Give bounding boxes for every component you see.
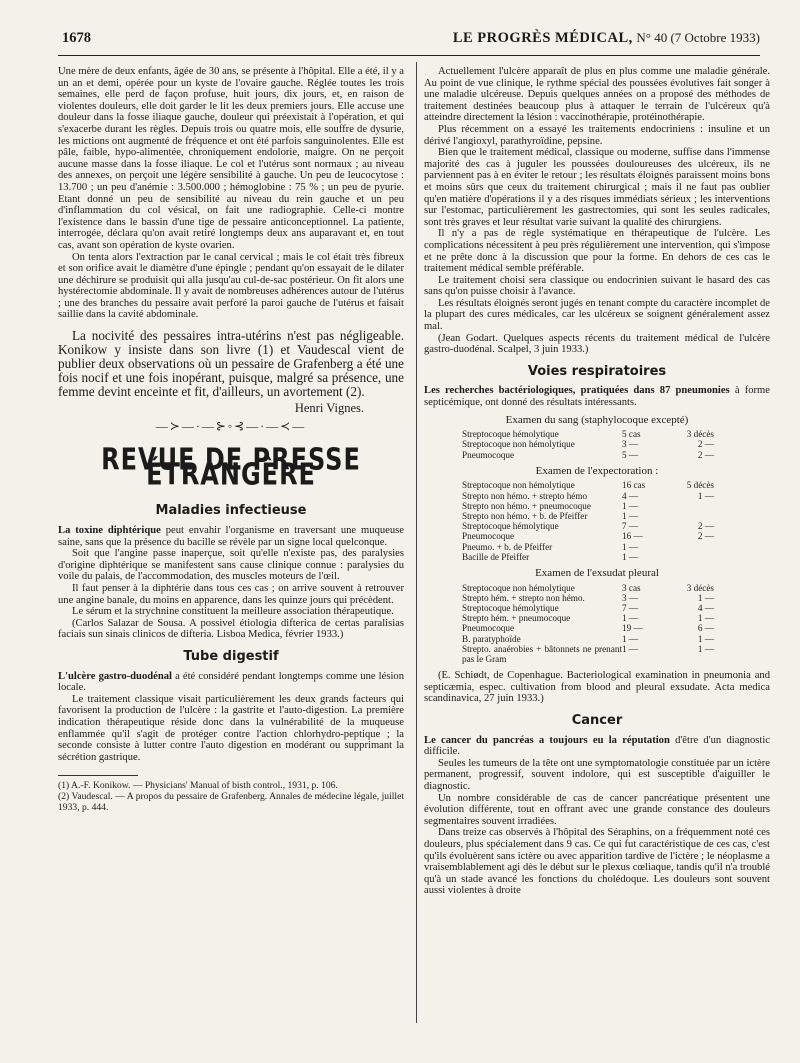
diph-reference: (Carlos Salazar de Sousa. A possivel étiologia difterica de certas paralisias faciais sun sinais clinicos de difteria. Lisboa Medica, février 1933.)	[58, 617, 404, 641]
header-rule	[58, 55, 760, 56]
deaths-cell	[664, 542, 714, 552]
germ-cell: Pneumo. + b. de Pfeiffer	[462, 541, 553, 552]
bact-rest: à forme septicémique, ont donné des résultats intéressants.	[424, 385, 770, 409]
left-column	[58, 66, 404, 813]
deaths-cell: 6 —	[697, 623, 714, 634]
case-paragraph-1: Une mère de deux enfants, âgée de 30 ans, se présente à l'hôpital. Elle a été, il y a un an et demi, opérée pour un kyste de l'ovaire gauche. Réglée toutes les trois semaines, elle perd de façon profuse, huit jours, dix jours, et, en raison de violentes douleurs, elle doit garder le lit les deux premiers jours. Elle accuse une douleur dans la fosse iliaque gauche, douleur qui préexistait à l'opération, et qui s'exacerbe durant les règles. Depuis trois ou quatre mois, elle souffre de dysurie, les mictions ont augmenté de fréquence et ont été parfois sanguinolentes. Elle est pâle, faible, hypo-alimentée, chroniquement endolorie, maigre. On ne perçoit aucune masse dans la fosse iliaque. Le col et l'utérus sont normaux ; au niveau des annexes, on perçoit une légère sensibilité à gauche. Un peu de leucocytose : 13.700 ; un peu d'anémie : 3.500.000 ; hémoglobine : 75 % ; un peu de pyurie. Etant donné un peu de sensibilité au niveau du rein gauche et un peu d'inflammation du col vésical, on fait une radiographie. Celle-ci montre l'existence dans le bassin d'une tige de pessaire anticonceptionnel. La patiente, interrogée, déclara qu'on avait retiré longtemps deux ans auparavant et, en tout cas, avant son opération de kyste ovarien.	[58, 66, 404, 251]
table-row	[462, 623, 714, 633]
page-header	[62, 30, 760, 52]
germ-cell: Strepto non hémo. + strepto hémo	[462, 490, 588, 501]
germ-cell: Strepto non hémo. + pneumocoque	[462, 500, 591, 511]
cases-cell: 3 cas	[622, 582, 641, 593]
cancer-paragraph-2: Un nombre considérable de cas de cancer pancréatique présentent une évolution différente, tout en offrant avec une grande constance des douleurs segmentaires souvent irradiées.	[424, 792, 770, 827]
ulcere-cont-3: Bien que le traitement médical, classique ou moderne, suffise dans l'immense majorité des cas à juguler les poussées douloureuses des ulcéreux, ils ne parviennent pas à en éviter le retour ; les résultats éloignés paraissent moins bons et moins sûrs que ceux du traitement chirurgical ; mais il ne faut pas oublier qu'en matière d'opérations il y a des risques immédiats sérieux ; les interventions sur l'estomac, particulièrement les gastrectomies, qui sont les seules radicales, sont très graves et leur résultat varie suivant la qualité des chirurgiens.	[424, 147, 770, 228]
diph-paragraph-4: Le sérum et la strychnine constituent la meilleure association thérapeutique.	[72, 606, 394, 618]
cancer-intro	[424, 735, 770, 758]
cases-cell: 1 —	[622, 541, 639, 552]
ornament-divider: —≻—·—⊱◦⊰—·—≺—	[155, 418, 307, 433]
deaths-cell: 1 —	[697, 643, 714, 654]
deaths-cell	[664, 552, 714, 562]
cases-cell: 16 cas	[622, 480, 646, 491]
table2-caption: Examen de l'expectoration :	[535, 464, 659, 477]
germ-cell: Strepto. anaérobies + bâtonnets ne prenant pas le Gram	[462, 643, 622, 665]
cases-cell: 5 —	[622, 449, 639, 460]
table-row	[462, 450, 714, 460]
table-row	[462, 429, 714, 439]
table-row	[462, 542, 714, 552]
germ-cell: Streptocoque hémolytique	[462, 603, 559, 614]
bact-lead: Les recherches bactériologiques, pratiquées dans 87 pneumonies	[424, 385, 730, 397]
germ-cell: Streptocoque hémolytique	[462, 429, 559, 440]
table-row	[462, 501, 714, 511]
cases-cell: 3 —	[622, 439, 639, 450]
cases-cell: 19 —	[622, 623, 643, 634]
deaths-cell: 2 —	[697, 531, 714, 542]
issue-info: N° 40 (7 Octobre 1933)	[636, 30, 760, 45]
diph-paragraph-2: Soit que l'angine passe inaperçue, soit qu'elle n'existe pas, des paralysies d'origine diphtérique se manifestent sans cause clinique connue : paralysies du voile du palais, de l'accommodation, des muscles moteurs de l'œil.	[58, 548, 404, 583]
cancer-paragraph-1: Seules les tumeurs de la tête ont une symptomatologie constituée par un ictère permanent, progressif, souvent indolore, qui est susceptible d'aiguiller le diagnostic.	[424, 757, 770, 793]
deaths-cell	[664, 501, 714, 511]
heading-tube: Tube digestif	[183, 648, 279, 664]
cases-cell: 5 cas	[622, 429, 641, 440]
diph-paragraph-3: Il faut penser à la diphtérie dans tous ces cas ; on arrive souvent à retrouver une angine banale, du moins en apparence, dans les quinze jours qui précèdent.	[58, 583, 404, 606]
bact-intro	[424, 385, 770, 408]
cases-cell: 1 —	[622, 613, 639, 624]
cases-cell: 1 —	[622, 643, 639, 654]
footnote-rule	[58, 775, 138, 776]
table-row	[462, 603, 714, 613]
table-expectoration	[462, 480, 714, 562]
table-sang	[462, 429, 714, 460]
deaths-cell: 3 décès	[686, 429, 714, 440]
diph-paragraph-1	[58, 525, 404, 548]
germ-cell: Pneumocoque	[462, 449, 515, 460]
cases-cell: 1 —	[622, 633, 639, 644]
cancer-rest: d'être d'un diagnostic difficile.	[424, 734, 770, 758]
table-row	[462, 480, 714, 490]
cases-cell: 1 —	[622, 511, 639, 522]
table-row	[462, 521, 714, 531]
deaths-cell: 2 —	[697, 449, 714, 460]
germ-cell: Pneumocoque	[462, 531, 515, 542]
cases-cell: 1 —	[622, 500, 639, 511]
table-row	[462, 634, 714, 644]
ulcere-cont-4: Il n'y a pas de règle systématique en thérapeutique de l'ulcère. Les complications nécessitent à peu près régulièrement une intervention, qui s'impose et ne prête donc à la discussion que pour la forme. En dehors de ces cas le traitement médical semble préférable.	[424, 228, 770, 275]
column-separator	[416, 62, 417, 1023]
table-row	[462, 511, 714, 521]
ulcere-intro: a été considéré pendant longtemps comme une lésion locale.	[58, 670, 404, 694]
heading-voies: Voies respiratoires	[527, 363, 667, 379]
table3-caption: Examen de l'exsudat pleural	[535, 567, 659, 580]
ulcere-cont-6: Les résultats éloignés seront jugés en tenant compte du caractère incomplet de la plupart des cures médicales, car les ulcéreux se soignent généralement assez mal.	[424, 297, 770, 333]
germ-cell: Bacille de Pfeiffer	[462, 551, 530, 562]
ulcere-paragraph-1	[58, 671, 404, 694]
footnote-2: (2) Vaudescal. — A propos du pessaire de Grafenberg. Annales de médecine légale, juillet 1933, p. 444.	[58, 791, 404, 814]
ulcere-cont-1: Actuellement l'ulcère apparaît de plus en plus comme une maladie générale. Au point de vue clinique, le rythme spécial des poussées évolutives fait songer à une maladie ulcéreuse. Depuis quelques années on a proposé des méthodes de traitement destinées beaucoup plus à attaquer le terrain de l'ulcéreux qu'à atteindre directement la lésion : vaccinothérapie, protéinothérapie.	[424, 66, 770, 124]
deaths-cell: 2 —	[697, 521, 714, 532]
table-row	[462, 613, 714, 623]
diph-lead: La toxine diphtérique	[58, 525, 161, 537]
cases-cell: 7 —	[622, 521, 639, 532]
right-column	[424, 66, 770, 897]
table1-caption: Examen du sang (staphylocoque excepté)	[505, 413, 689, 426]
ulcere-cont-2: Plus récemment on a essayé les traitements endocriniens : insuline et un dérivé l'angioxyl, parathyroïdine, pepsine.	[424, 123, 770, 147]
deaths-cell: 1 —	[697, 490, 714, 501]
diph-intro: peut envahir l'organisme en traversant une muqueuse saine, sans que la présence du bacille se révèle par un signe local quelconque.	[58, 525, 404, 548]
case-paragraph-2: On tenta alors l'extraction par le canal cervical ; mais le col était très fibreux et son orifice avait le diamètre d'une épingle ; pendant qu'on essayait de le dilater une déchirure se produisit qui alla jusqu'au cul-de-sac postérieur. On fit alors une hystérectomie abdominale. Il y avait de nombreuses adhérences autour de l'utérus ; une des branches du pessaire avait perforé la paroi gauche de l'utérus et faisait saillie dans la cavité abdominale.	[58, 251, 404, 321]
ulcere-lead: L'ulcère gastro-duodénal	[58, 670, 172, 682]
germ-cell: Pneumocoque	[462, 623, 515, 634]
germ-cell: Streptocoque non hémolytique	[462, 439, 575, 450]
cases-cell: 7 —	[622, 603, 639, 614]
germ-cell: B. paratyphoïde	[462, 633, 521, 644]
cases-cell: 16 —	[622, 531, 643, 542]
ulcere-reference: (Jean Godart. Quelques aspects récents du traitement médical de l'ulcère gastro-duodénal. Scalpel, 3 juin 1933.)	[424, 332, 770, 356]
page-number: 1678	[62, 30, 91, 46]
germ-cell: Strepto hém. + strepto non hémo.	[462, 592, 585, 603]
bact-reference: (E. Schiødt, de Copenhague. Bacteriological examination in pneumonia and septicæmia, espec. cultivation from blood and pleural exsudate. Acta medica scandinavica, 27 juin 1933.)	[424, 670, 770, 705]
table-row	[462, 552, 714, 562]
deaths-cell: 1 —	[697, 613, 714, 624]
table-row	[462, 644, 714, 664]
deaths-cell	[664, 511, 714, 521]
table-row	[462, 491, 714, 501]
heading-maladies: Maladies infectieuse	[155, 503, 307, 519]
ulcere-cont-5: Le traitement choisi sera classique ou endocrinien suivant le hasard des cas sans qu'on puisse choisir à l'avance.	[424, 274, 770, 298]
footnote-1: (1) A.-F. Konikow. — Physicians' Manual of bisth control., 1931, p. 106.	[58, 780, 338, 792]
cancer-paragraph-3: Dans treize cas observés à l'hôpital des Séraphins, on a fréquemment noté ces douleurs, plus spécialement dans 9 cas. Ce qui fut caractéristique de ces cas, c'est qu'ils évoluèrent sans ictère ou avec apparition tardive de l'ictère ; le néoplasme a vraisemblablement agi dès le début sur le plexus cœliaque, tandis qu'il n'a troublé qu'à un stade avancé les fonctions du cholédoque. Les douleurs sont souvent aussi violentes à droite	[424, 827, 770, 897]
closing-paragraph: La nocivité des pessaires intra-utérins n'est pas négligeable. Konikow y insiste dans son livre (1) et Vaudescal vient de publier deux observations où un pessaire de Grafenberg a été une fois nocif et une fois inopérant, puisque, malgré sa présence, une femme devint enceinte et fit, d'ailleurs, un avortement (2).	[58, 328, 404, 400]
deaths-cell: 3 décès	[686, 582, 714, 593]
deaths-cell: 2 —	[697, 439, 714, 450]
deaths-cell: 5 décès	[686, 480, 714, 491]
cases-cell: 1 —	[622, 551, 639, 562]
cases-cell: 4 —	[622, 490, 639, 501]
table-row	[462, 593, 714, 603]
table-exsudat	[462, 583, 714, 665]
germ-cell: Strepto hém. + pneumocoque	[462, 613, 571, 624]
cancer-lead: Le cancer du pancréas a toujours eu la réputation	[424, 734, 670, 746]
cases-cell: 3 —	[622, 592, 639, 603]
germ-cell: Streptocoque hémolytique	[462, 521, 559, 532]
table-row	[462, 439, 714, 449]
deaths-cell: 1 —	[697, 592, 714, 603]
table-row	[462, 531, 714, 541]
deaths-cell: 1 —	[697, 633, 714, 644]
germ-cell: Streptocoque non hémolytique	[462, 480, 575, 491]
table-row	[462, 583, 714, 593]
author-signature: Henri Vignes.	[294, 401, 364, 416]
germ-cell: Strepto non hémo. + b. de Pfeiffer	[462, 511, 588, 522]
journal-name: LE PROGRÈS MÉDICAL,	[452, 30, 633, 46]
deaths-cell: 4 —	[697, 603, 714, 614]
ulcere-paragraph-2: Le traitement classique visait particulièrement les deux grands facteurs qui favorisent la production de l'ulcère : la gastrite et l'auto-digestion. La première indication thérapeutique réside donc dans la vulnérabilité de la muqueuse enflammée qu'il s'agit de protéger contre l'action chlorhydro-peptique ; la seconde consiste à lutter contre l'auto digestion en modérant ou supprimant la sécrétion gastrique.	[58, 693, 404, 763]
journal-title	[453, 30, 760, 47]
section-title-revue: REVUE DE PRESSE ÉTRANGÈRE	[101, 442, 361, 492]
heading-cancer: Cancer	[571, 713, 623, 729]
germ-cell: Streptocoque non hémolytique	[462, 582, 575, 593]
